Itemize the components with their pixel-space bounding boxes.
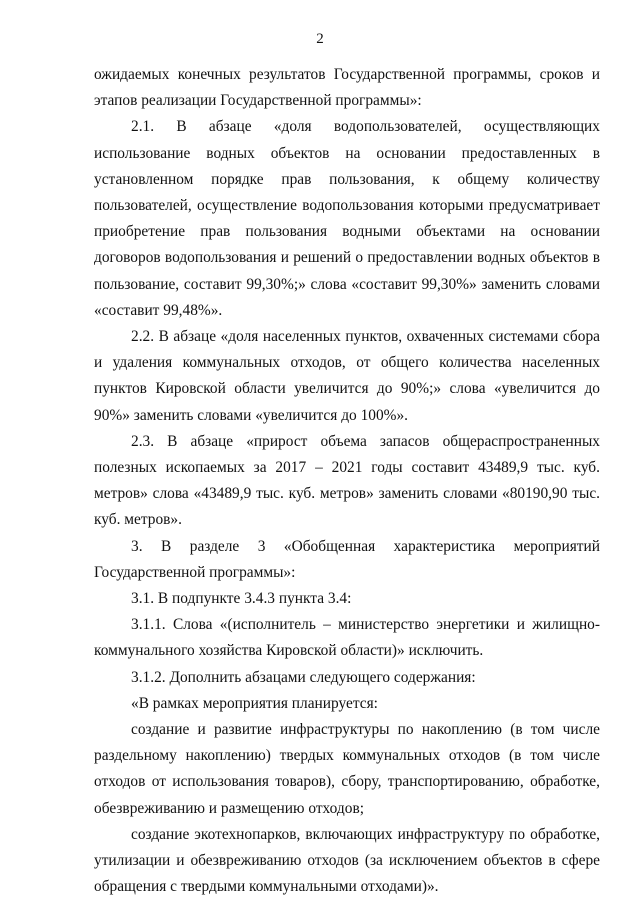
paragraph-continuation: ожидаемых конечных результатов Государственной программы, сроков и этапов реализации Государственной программы»:	[94, 66, 600, 110]
paragraph-2-1: 2.1. В абзаце «доля водопользователей, осуществляющих использование водных объектов на основании предоставленных в установленном порядке прав пользования, к общему количеству пользователей, осуществление водопользования которыми предусматривает приобретение прав пользования водными объектами на основании договоров водопользования и решений о предоставлении водных объектов в пользование, составит 99,30%;» слова «составит 99,30%» заменить словами «составит 99,48%».	[94, 118, 600, 319]
paragraph-3-1-2: 3.1.2. Дополнить абзацами следующего содержания:	[131, 668, 476, 686]
paragraph-quote-item-1: создание и развитие инфраструктуры по накоплению (в том числе раздельному накоплению) твердых коммунальных отходов (в том числе отходов от использования товаров), сбору, транспортированию, обработке, обезвреживанию и размещению отходов;	[94, 721, 600, 817]
paragraph-2-3: 2.3. В абзаце «прирост объема запасов общераспространенных полезных ископаемых за 2017 – 2021 годы составит 43489,9 тыс. куб. метров» слова «43489,9 тыс. куб. метров» заменить словами «80190,90 тыс. куб. метров».	[94, 432, 600, 529]
document-body	[94, 62, 600, 901]
paragraph-3: 3. В разделе 3 «Обобщенная характеристика мероприятий Государственной программы»:	[94, 537, 600, 581]
paragraph-quote-intro: «В рамках мероприятия планируется:	[131, 694, 378, 712]
paragraph-quote-item-2: создание экотехнопарков, включающих инфраструктуру по обработке, утилизации и обезвреживанию отходов (за исключением объектов в сфере обращения с твердыми коммунальными отходами)».	[94, 825, 600, 896]
paragraph-3-1-1: 3.1.1. Слова «(исполнитель – министерство энергетики и жилищно-коммунального хозяйства Кировской области)» исключить.	[94, 616, 600, 660]
page-number: 2	[316, 31, 324, 47]
paragraph-2-2: 2.2. В абзаце «доля населенных пунктов, охваченных системами сбора и удаления коммунальных отходов, от общего количества населенных пунктов Кировской области увеличится до 90%;» слова «увеличится до 90%» заменить словами «увеличится до 100%».	[94, 328, 600, 424]
paragraph-3-1: 3.1. В подпункте 3.4.3 пункта 3.4:	[131, 590, 352, 608]
